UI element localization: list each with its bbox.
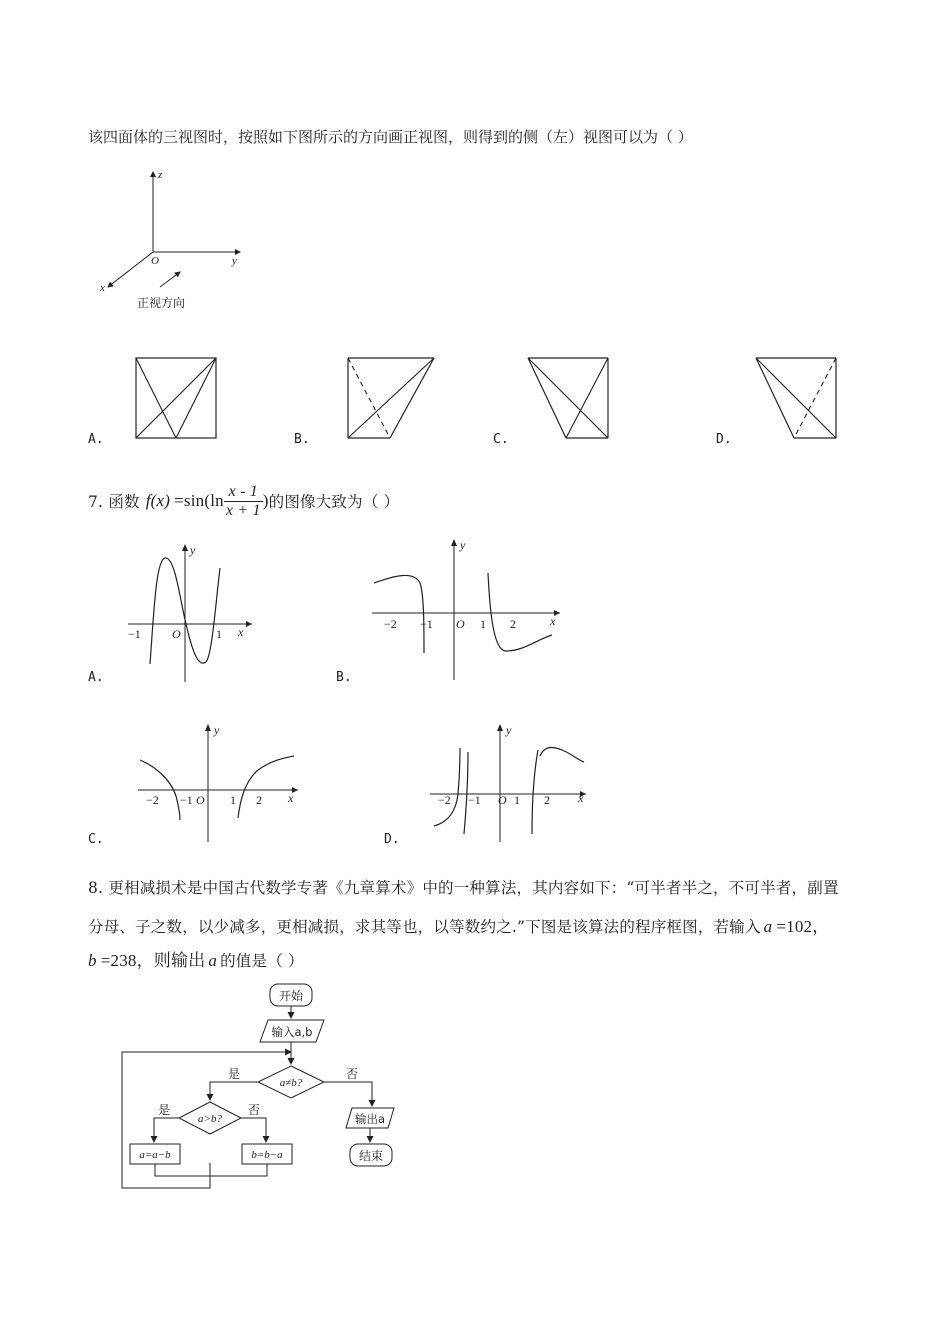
q8-a-out: a [208,951,218,970]
flow-no1: 否 [346,1067,359,1081]
q6-option-b-figure [342,352,442,446]
view-caption: 正视方向 [137,296,186,310]
svg-text:1: 1 [216,627,222,641]
q8-line3 [88,946,304,971]
flow-no2: 否 [248,1103,261,1117]
svg-text:y: y [460,538,466,552]
q6-option-a-label: A. [88,432,104,447]
q7-eq: =sin(ln [174,491,224,510]
q7-denominator: x + 1 [225,501,261,519]
q7-graph-d [428,722,592,844]
q8-a-value: =102， [776,917,830,936]
svg-text:x: x [578,791,584,805]
q7-graph-a [120,540,260,685]
q8-b-var: b [88,951,97,970]
svg-text:O: O [172,627,181,641]
q8-line1: 8. 更相减损术是中国古代数学专著《九章算术》中的一种算法，其内容如下：“可半者半之，不可半者，副置 [88,879,839,897]
svg-text:1: 1 [230,793,236,807]
x-axis [108,252,153,287]
flow-yes2: 是 [158,1103,171,1117]
q7-numerator: x - 1 [224,483,263,502]
q7-fraction [224,483,263,520]
svg-text:2: 2 [544,793,550,807]
flow-yes1: 是 [228,1067,241,1081]
q7-graph-b [366,535,566,685]
q7-option-b-label: B. [336,670,352,685]
view-direction-arrow [160,272,180,287]
svg-text:y: y [506,723,512,737]
svg-text:y: y [190,543,196,557]
q6-option-c-label: C. [493,432,509,447]
q7-prefix: 7. 函数 [88,493,140,511]
q7-close: ) [262,491,269,510]
y-label: y [232,255,237,267]
svg-text:2: 2 [510,617,516,631]
svg-text:−1: −1 [128,627,141,641]
q7-option-a-label: A. [88,670,104,685]
q8-b-value: =238，则输出 [100,951,206,970]
q8-flowchart [110,978,410,1194]
q8-line2 [88,912,829,937]
q6-option-b-label: B. [294,432,310,447]
svg-text:−2: −2 [438,793,451,807]
q6-option-d-label: D. [716,432,732,447]
flow-cond1-label: a≠b? [279,1077,303,1089]
flow-output-label: 输出a [354,1112,386,1126]
x-label: x [100,282,105,294]
q7-graph-c [134,722,304,844]
svg-text:1: 1 [514,793,520,807]
svg-text:−1: −1 [180,793,193,807]
flow-cond2-label: a>b? [198,1113,222,1125]
q6-option-a-figure [130,352,226,446]
q7-x: (x) [150,491,171,510]
svg-text:O: O [498,793,507,807]
flow-assign2-label: b=b−a [251,1149,283,1161]
q6-stem: 该四面体的三视图时，按照如下图所示的方向画正视图，则得到的侧（左）视图可以为（ ） [88,128,693,146]
z-label: z [158,169,163,181]
flow-input-label: 输入a,b [271,1025,313,1039]
q6-axes-figure [90,160,260,320]
svg-text:−1: −1 [468,793,481,807]
q8-line2-text: 分母、子之数，以少减多，更相减损，求其等也，以等数约之.”下图是该算法的程序框图，若输入 [88,918,761,936]
svg-text:−1: −1 [420,617,433,631]
q6-option-c-figure [522,352,618,446]
svg-text:1: 1 [480,617,486,631]
svg-text:x: x [238,625,244,639]
flow-assign1-label: a=a−b [139,1149,171,1161]
q7-suffix: 的图像大致为（ ） [268,493,400,511]
q8-line3-end: 的值是（ ） [220,952,304,970]
svg-text:−2: −2 [146,793,159,807]
flow-start-label: 开始 [278,989,304,1003]
q8-a-var: a [763,917,773,936]
svg-text:x: x [288,791,294,805]
svg-text:O: O [196,793,205,807]
flow-end-label: 结束 [358,1149,384,1163]
q7-stem [88,476,399,526]
q6-option-d-figure [750,352,846,446]
svg-text:2: 2 [256,793,262,807]
svg-text:x: x [550,614,556,628]
origin-label: O [151,255,159,267]
q7-f: f [145,491,151,510]
svg-text:O: O [456,617,465,631]
q7-option-c-label: C. [88,832,104,847]
q7-option-d-label: D. [384,832,400,847]
svg-text:−2: −2 [384,617,397,631]
svg-text:y: y [214,723,220,737]
